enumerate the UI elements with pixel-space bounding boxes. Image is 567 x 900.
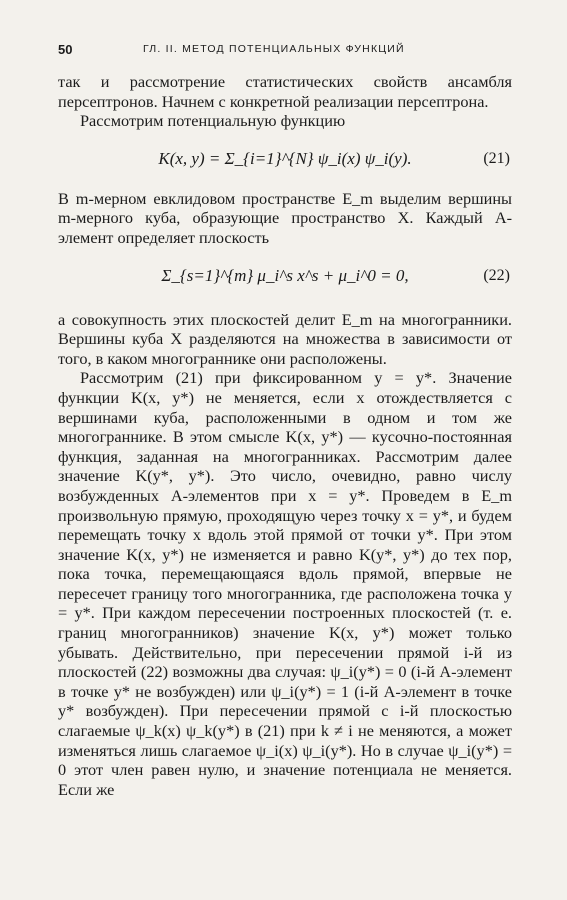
paragraph-1: так и рассмотрение статистических свойств ансамбля персептронов. Начнем с конкретной реализации персептрона. <box>58 72 512 111</box>
paragraph-2: Рассмотрим потенциальную функцию <box>80 111 346 131</box>
equation-21-formula: K(x, y) = Σ_{i=1}^{N} ψ_i(x) ψ_i(y). <box>158 148 412 168</box>
equation-21 <box>58 131 512 189</box>
equation-21-number: (21) <box>483 149 510 167</box>
paragraph-5: Рассмотрим (21) при фиксированном y = y*. Значение функции K(x, y*) не меняется, если x отождествляется с вершинами куба, расположенными в одном и том же многограннике. В этом смысле K(x, y*) — кусочно-постоянная функция, заданная на многогранниках. Рассмотрим далее значение K(y*, y*). Это число, очевидно, равно числу возбужденных A-элементов при x = y*. Проведем в E_m произвольную прямую, проходящую через точку x = y*, и будем перемещать точку x вдоль этой прямой от точки y*. При этом значение K(x, y*) не изменяется и равно K(y*, y*) до тех пор, пока точка, перемещающаяся вдоль прямой, впервые не пересечет границу того многогранника, где расположена точка y = y*. При каждом пересечении построенных плоскостей (т. е. границ многогранников) значение K(x, y*) может только убывать. Действительно, при пересечении прямой i-й из плоскостей (22) возможны два случая: ψ_i(y*) = 0 (i-й A-элемент в точке y* не возбужден) или ψ_i(y*) = 1 (i-й A-элемент в точке y* возбужден). При пересечении прямой с i-й плоскостью слагаемые ψ_k(x) ψ_k(y*) в (21) при k ≠ i не меняются, а может изменяться лишь слагаемое ψ_i(x) ψ_i(y*). Но в случае ψ_i(y*) = 0 этот член равен нулю, и значение потенциала не меняется. Если же <box>58 368 512 799</box>
equation-22-number: (22) <box>483 266 510 284</box>
paragraph-3: В m-мерном евклидовом пространстве E_m выделим вершины m-мерного куба, образующие пространство X. Каждый A-элемент определяет плоскость <box>58 188 512 247</box>
paragraph-4: а совокупность этих плоскостей делит E_m на многогранники. Вершины куба X разделяются на множества в зависимости от того, в каком многограннике они расположены. <box>58 309 512 368</box>
page-header <box>58 42 528 62</box>
running-head: ГЛ. II. МЕТОД ПОТЕНЦИАЛЬНЫХ ФУНКЦИЙ <box>143 43 405 55</box>
page-number: 50 <box>58 42 73 57</box>
equation-22-formula: Σ_{s=1}^{m} μ_i^s x^s + μ_i^0 = 0, <box>161 265 409 285</box>
page-body <box>58 72 512 799</box>
equation-22 <box>58 248 512 310</box>
